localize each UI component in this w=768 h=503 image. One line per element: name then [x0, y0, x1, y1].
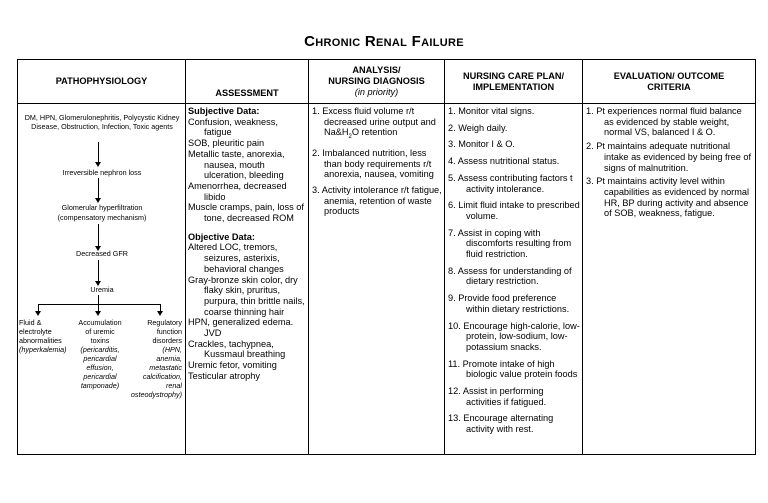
- page-title: Chronic Renal Failure: [304, 33, 464, 50]
- arrowhead-icon: [95, 162, 101, 167]
- patho-step-compensatory: (compensatory mechanism): [57, 213, 147, 222]
- header-pathophysiology: PATHOPHYSIOLOGY: [18, 60, 186, 104]
- flow-arrow-4: [98, 260, 99, 283]
- diagnosis-item: 1. Excess fluid volume r/t decreased urine output and $Na\&H_2O$ retention: [312, 106, 436, 141]
- plan-item: 1. Monitor vital signs.: [448, 106, 535, 116]
- branch-fluid-electrolyte: Fluid & electrolyte abnormalities (hyperkalemia): [19, 318, 67, 354]
- patho-causes: DM, HPN, Glomerulonephritis, Polycystic Kidney Disease, Obstruction, Infection, Toxic agents: [24, 113, 180, 131]
- plan-item: 7. Assist in coping with discomforts resulting from fluid restriction.: [448, 227, 572, 260]
- patho-step-nephron-loss: Irreversible nephron loss: [62, 168, 142, 177]
- assessment-item: Altered LOC, tremors, seizures, asterixis, behavioral changes: [188, 242, 284, 274]
- plan-item: 12. Assist in performing activities if fatigued.: [448, 386, 547, 407]
- evaluation-item: 1. Pt experiences normal fluid balance as evidenced by stable weight, normal VS, balanced I & O.: [586, 106, 742, 138]
- header-assessment: ASSESSMENT: [186, 60, 309, 104]
- assessment-item: Confusion, weakness, fatigue: [188, 116, 278, 138]
- plan-item: 8. Assess for understanding of dietary restriction.: [448, 265, 572, 287]
- assessment-item: Crackles, tachypnea, Kussmaul breathing: [188, 338, 286, 360]
- subjective-heading: Subjective Data:: [188, 106, 260, 116]
- plan-item: 9. Provide food preference within dietary restrictions.: [448, 293, 570, 314]
- assessment-item: Uremic fetor, vomiting: [188, 360, 277, 371]
- assessment-item: SOB, pleuritic pain: [188, 138, 265, 149]
- branch-connector: [38, 304, 160, 305]
- assessment-item: HPN, generalized edema. JVD: [188, 317, 294, 339]
- assessment-item: Muscle cramps, pain, loss of tone, decreased ROM: [188, 202, 304, 224]
- assessment-item: Testicular atrophy: [188, 370, 261, 381]
- flow-arrow-3: [98, 224, 99, 248]
- patho-flowchart: [18, 104, 185, 454]
- header-row: [18, 60, 756, 104]
- plan-item: 2. Weigh daily.: [448, 122, 508, 133]
- plan-item: 10. Encourage high-calorie, low-protein, low-sodium, low-potassium snacks.: [448, 320, 580, 352]
- patho-step-uremia: Uremia: [90, 285, 114, 294]
- arrowhead-icon: [35, 311, 41, 316]
- assessment-item: Amenorrhea, decreased libido: [188, 180, 287, 202]
- header-evaluation: EVALUATION/ OUTCOME CRITERIA: [583, 60, 756, 104]
- plan-item: 11. Promote intake of high biologic value protein foods: [448, 358, 578, 380]
- diagnosis-item: 3. Activity intolerance r/t fatigue, anemia, retention of waste products: [312, 185, 442, 217]
- content-row: [18, 104, 756, 455]
- header-analysis: ANALYSIS/ NURSING DIAGNOSIS (in priority): [309, 60, 445, 104]
- diagnosis-item: 2. Imbalanced nutrition, less than body requirements r/t anorexia, nausea, vomiting: [312, 147, 434, 180]
- care-plan-cell: [445, 104, 583, 455]
- patho-step-hyperfiltration: Glomerular hyperfiltration: [61, 203, 143, 212]
- header-nursing-care-plan: NURSING CARE PLAN/ IMPLEMENTATION: [445, 60, 583, 104]
- plan-item: 3. Monitor I & O.: [448, 139, 515, 150]
- plan-item: 5. Assess contributing factors t activity intolerance.: [448, 172, 573, 194]
- assessment-item: Metallic taste, anorexia, nausea, mouth ulceration, bleeding: [188, 148, 285, 181]
- flow-arrow-1: [98, 142, 99, 164]
- flow-arrow-5: [98, 295, 99, 304]
- patho-step-decreased-gfr: Decreased GFR: [76, 249, 128, 258]
- diagnosis-cell: [309, 104, 445, 455]
- plan-item: 6. Limit fluid intake to prescribed volume.: [448, 200, 580, 221]
- assessment-cell: [186, 104, 309, 455]
- plan-item: 4. Assess nutritional status.: [448, 156, 560, 167]
- evaluation-item: 2. Pt maintains adequate nutritional intake as evidenced by being free of signs of malnutrition.: [586, 141, 752, 173]
- arrowhead-icon: [157, 311, 163, 316]
- pathophysiology-cell: [18, 104, 186, 455]
- branch-uremic-toxins: Accumulation of uremic toxins (pericarditis, pericardial effusion, pericardial tamponade): [78, 318, 122, 390]
- plan-item: 13. Encourage alternating activity with rest.: [448, 413, 554, 435]
- flow-arrow-2: [98, 178, 99, 200]
- care-plan-table: [17, 59, 756, 455]
- evaluation-cell: [583, 104, 756, 455]
- arrowhead-icon: [95, 311, 101, 316]
- assessment-item: Gray-bronze skin color, dry flaky skin, pruritus, purpura, thin brittle nails, coarse thinning hair: [188, 274, 305, 317]
- branch-regulatory-disorders: Regulatory function disorders (HPN, anemia, metastatic calcification, renal osteodystrophy): [130, 318, 182, 399]
- evaluation-item: 3. Pt maintains activity level within capabilities as evidenced by normal HR, BP during activity and absence of SOB, weakness, fatigue.: [586, 176, 750, 219]
- objective-heading: Objective Data:: [188, 231, 255, 242]
